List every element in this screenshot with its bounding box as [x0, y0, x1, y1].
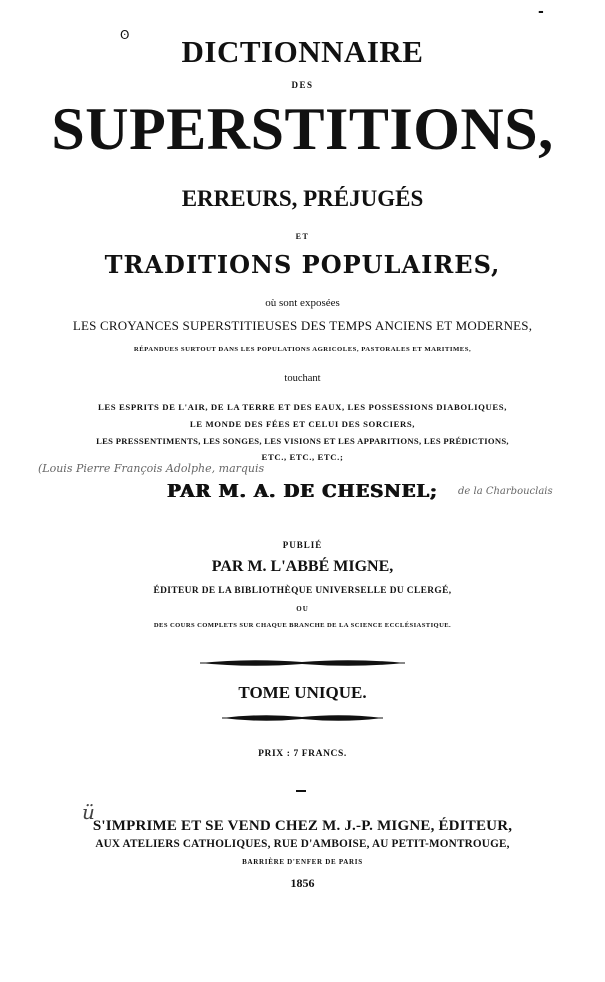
title-erreurs: ERREURS, PRÉJUGÉS	[181, 186, 424, 211]
desc-ou-sont: où sont exposées	[265, 297, 340, 309]
desc-etc: ETC., ETC., ETC.;	[261, 452, 344, 462]
title-dictionnaire: DICTIONNAIRE	[181, 34, 424, 69]
imprint-line-2: AUX ATELIERS CATHOLIQUES, RUE D'AMBOISE, AU PETIT-MONTROUGE,	[95, 838, 510, 850]
desc-croyances: LES CROYANCES SUPERSTITIEUSES DES TEMPS ANCIENS ET MODERNES,	[72, 318, 533, 333]
handwritten-note-left: (Louis Pierre François Adolphe, marquis	[38, 462, 265, 475]
imprint-line-1: S'IMPRIME ET SE VEND CHEZ M. J.-P. MIGNE, ÉDITEUR,	[92, 818, 513, 834]
title-et: ET	[295, 232, 310, 241]
corner-dash-mark: -	[538, 4, 544, 20]
separator-dash	[296, 790, 306, 792]
title-superstitions: SUPERSTITIONS,	[51, 96, 554, 162]
publisher-cours: DES COURS COMPLETS SUR CHAQUE BRANCHE DE LA SCIENCE ECCLÉSIASTIQUE.	[153, 622, 452, 629]
volume-label: TOME UNIQUE.	[238, 683, 367, 702]
corner-circle-mark: ʘ	[120, 28, 130, 42]
price-label: PRIX : 7 FRANCS.	[258, 749, 347, 759]
imprint-line-3: BARRIÈRE D'ENFER DE PARIS	[242, 858, 363, 866]
desc-esprits: LES ESPRITS DE L'AIR, DE LA TERRE ET DES EAUX, LES POSSESSIONS DIABOLIQUES,	[98, 402, 507, 412]
publisher-publie: PUBLIÉ	[282, 540, 323, 550]
desc-pressentiments: LES PRESSENTIMENTS, LES SONGES, LES VISIONS ET LES APPARITIONS, LES PRÉDICTIONS,	[96, 436, 509, 446]
desc-monde: LE MONDE DES FÉES ET CELUI DES SORCIERS,	[189, 419, 416, 429]
desc-touchant: touchant	[284, 373, 321, 384]
handwritten-note-right: de la Charbouclais	[458, 486, 553, 497]
handwritten-mark: ü	[82, 800, 95, 824]
ornamental-rule-bottom	[0, 711, 605, 725]
imprint-year: 1856	[290, 876, 315, 890]
publisher-ou: OU	[296, 605, 309, 613]
author-line: PAR M. A. DE CHESNEL;	[167, 481, 438, 502]
publisher-editeur: ÉDITEUR DE LA BIBLIOTHÈQUE UNIVERSELLE DU CLERGÉ,	[153, 586, 452, 596]
ornamental-rule-top	[0, 656, 605, 670]
publisher-migne: PAR M. L'ABBÉ MIGNE,	[211, 558, 394, 575]
title-des: DES	[291, 80, 314, 90]
desc-repandues: RÉPANDUES SURTOUT DANS LES POPULATIONS AGRICOLES, PASTORALES ET MARITIMES,	[133, 346, 472, 353]
title-traditions: TRADITIONS POPULAIRES,	[104, 250, 501, 279]
